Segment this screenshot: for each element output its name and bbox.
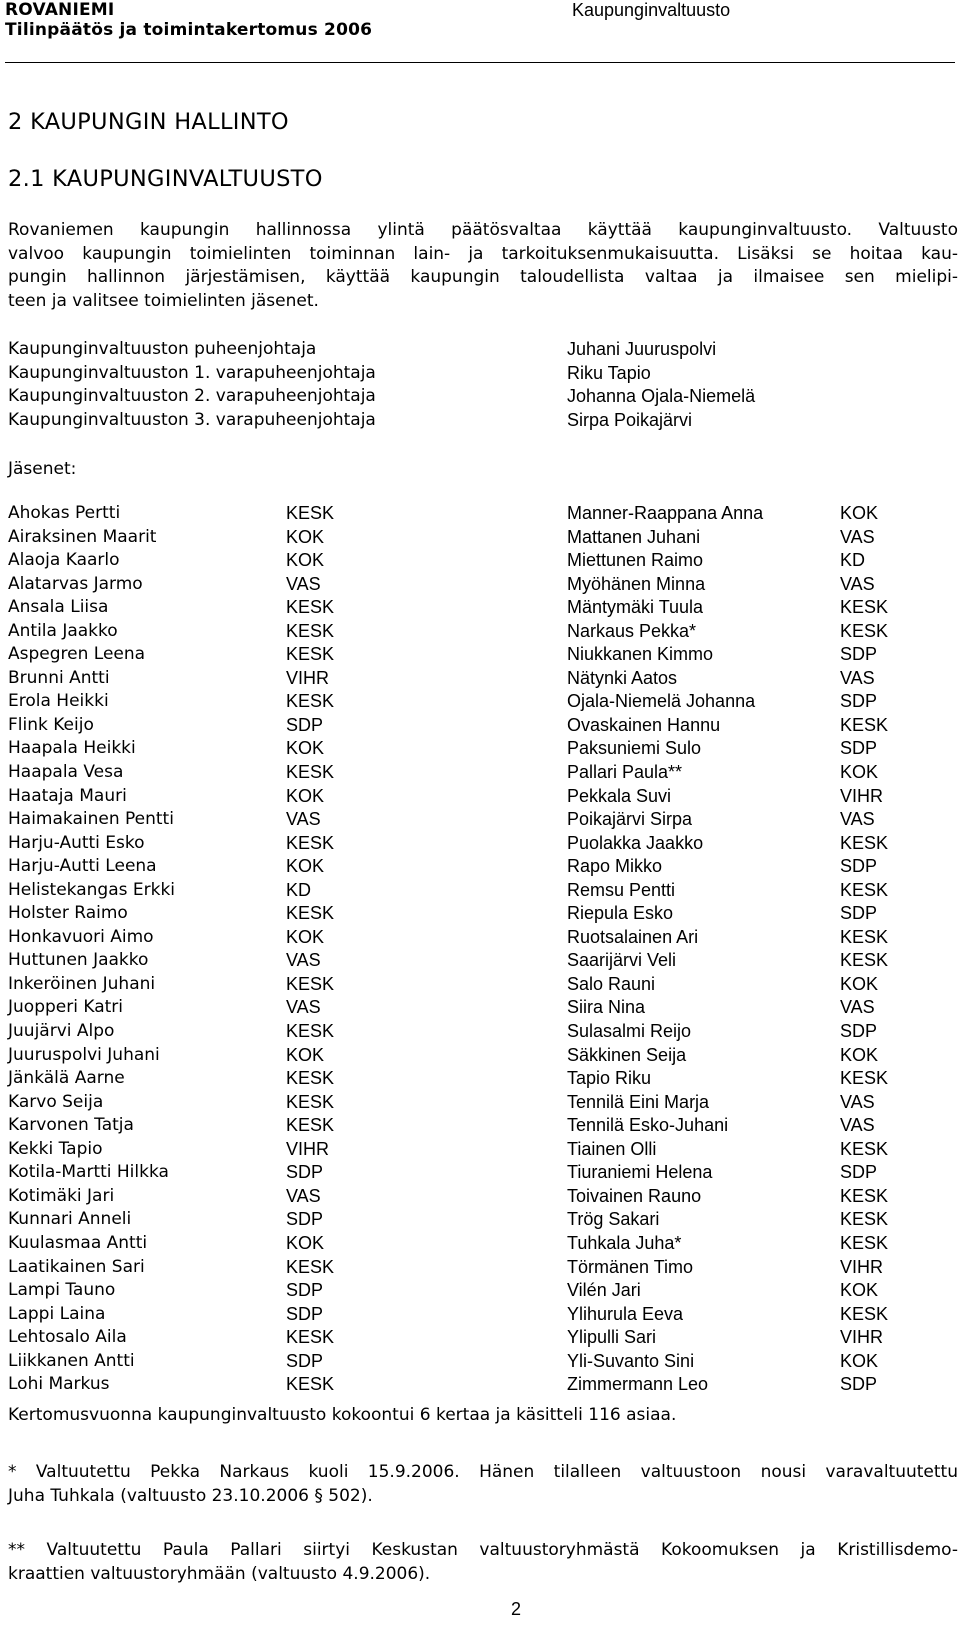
member-name-left: Liikkanen Antti [8,1350,135,1371]
meeting-summary: Kertomusvuonna kaupunginvaltuusto kokoontui 6 kertaa ja käsitteli 116 asiaa. [8,1405,677,1425]
member-party-left: KOK [286,738,325,759]
member-name-left: Juuruspolvi Juhani [8,1044,160,1065]
footnote-line: Juha Tuhkala (valtuusto 23.10.2006 § 502). [8,1486,373,1506]
member-party-right: KOK [840,503,879,523]
members-label: Jäsenet: [8,459,77,479]
officer-name: Sirpa Poikajärvi [567,409,693,430]
member-party-left: KESK [286,1256,335,1277]
member-name-right: Rapo Mikko [567,856,663,877]
officer-name: Juhani Juuruspolvi [567,339,717,359]
member-row [8,1326,948,1350]
member-party-right: VIHR [840,785,884,806]
member-row [8,1091,948,1115]
member-row [8,714,948,738]
member-party-right: KD [840,550,866,571]
member-party-right: KESK [840,1209,889,1230]
header-section-title: Kaupunginvaltuusto [572,0,731,20]
member-name-left: Holster Raimo [8,903,128,924]
member-party-left: KESK [286,503,335,523]
intro-line: teen ja valitsee toimielinten jäsenet. [8,290,319,311]
member-name-right: Riepula Esko [567,903,674,924]
member-row [8,879,948,903]
footnote-line: ** Valtuutettu Paula Pallari siirtyi Keskustan valtuustoryhmästä Kokoomuksen ja Kristillisdemo- [8,1540,958,1560]
member-row [8,1114,948,1138]
member-party-left: SDP [286,1280,324,1301]
member-name-right: Narkaus Pekka* [567,620,697,641]
member-party-left: KD [286,879,312,900]
member-row [8,1138,948,1162]
member-party-left: KESK [286,762,335,783]
member-row [8,620,948,644]
member-party-left: KOK [286,785,325,806]
intro-line: valvoo kaupungin toimielinten toiminnan lain- ja tarkoituksenmukaisuutta. Lisäksi se hoitaa kau- [8,243,958,264]
member-party-right: KESK [840,1185,889,1206]
member-row [8,596,948,620]
member-party-right: KESK [840,879,889,900]
member-party-right: VIHR [840,1256,884,1277]
footnote-narkaus [8,1460,958,1508]
page-header [5,0,955,63]
officer-row [8,362,908,386]
member-party-left: KOK [286,856,325,877]
member-name-right: Miettunen Raimo [567,550,704,571]
member-party-right: KOK [840,1350,879,1371]
member-party-left: KESK [286,620,335,641]
member-name-right: Remsu Pentti [567,879,676,900]
member-name-left: Lappi Laina [8,1303,106,1324]
member-name-left: Kuulasmaa Antti [8,1232,148,1253]
header-organization [5,0,372,40]
member-name-right: Pallari Paula** [567,762,683,783]
officer-row [8,409,908,433]
member-party-right: SDP [840,903,878,924]
footnote-pallari [8,1538,958,1586]
member-name-left: Inkeröinen Juhani [8,973,156,994]
member-name-right: Saarijärvi Veli [567,950,677,971]
member-name-right: Trög Sakari [567,1209,660,1230]
section-heading: 2.1 KAUPUNGINVALTUUSTO [8,166,323,192]
member-name-right: Tiuraniemi Helena [567,1162,713,1183]
member-party-left: KESK [286,1068,335,1089]
member-row [8,573,948,597]
member-party-left: KOK [286,550,325,571]
member-row [8,1208,948,1232]
member-name-right: Tiainen Olli [567,1138,657,1159]
member-name-right: Salo Rauni [567,973,656,994]
member-name-right: Säkkinen Seija [567,1044,687,1065]
member-row [8,1067,948,1091]
member-party-right: KESK [840,714,889,735]
member-row [8,855,948,879]
member-party-left: KESK [286,973,335,994]
officer-name: Johanna Ojala-Niemelä [567,386,756,406]
member-party-left: KOK [286,526,325,547]
member-row [8,1044,948,1068]
member-party-left: VIHR [286,667,330,688]
member-party-left: SDP [286,1162,324,1183]
member-name-left: Aspegren Leena [8,644,146,665]
member-party-left: KESK [286,1115,335,1136]
member-name-left: Lehtosalo Aila [8,1327,127,1348]
member-row [8,973,948,997]
officer-row [8,385,908,409]
member-party-right: SDP [840,691,878,712]
member-name-left: Kunnari Anneli [8,1209,132,1230]
member-party-right: VAS [840,526,875,547]
member-name-left: Ansala Liisa [8,597,109,618]
intro-paragraph [8,219,958,313]
member-row [8,1303,948,1327]
member-party-left: KOK [286,1044,325,1065]
member-name-right: Ojala-Niemelä Johanna [567,691,756,712]
member-row [8,761,948,785]
member-party-right: KOK [840,762,879,783]
officer-role: Kaupunginvaltuuston 1. varapuheenjohtaja [8,362,376,383]
member-party-left: KESK [286,903,335,924]
member-name-right: Paksuniemi Sulo [567,738,702,759]
member-row [8,667,948,691]
member-row [8,1161,948,1185]
member-name-left: Haimakainen Pentti [8,809,174,830]
member-row [8,926,948,950]
member-party-left: KESK [286,1374,335,1395]
member-row [8,549,948,573]
member-party-right: KESK [840,926,889,947]
member-party-right: VAS [840,667,875,688]
member-party-left: VAS [286,950,321,971]
member-party-left: KESK [286,691,335,712]
member-party-left: SDP [286,1303,324,1324]
member-row [8,1350,948,1374]
member-row [8,1185,948,1209]
council-officers [8,338,908,432]
member-name-right: Puolakka Jaakko [567,832,704,853]
member-party-right: VAS [840,997,875,1018]
member-name-right: Ruotsalainen Ari [567,926,699,947]
member-party-right: KESK [840,1138,889,1159]
member-name-right: Ovaskainen Hannu [567,714,721,735]
header-report-title: Tilinpäätös ja toimintakertomus 2006 [5,20,373,40]
header-org-name: ROVANIEMI [5,0,115,20]
member-party-right: KESK [840,1232,889,1253]
member-row [8,643,948,667]
member-name-right: Poikajärvi Sirpa [567,809,693,830]
member-party-left: VAS [286,809,321,830]
member-row [8,737,948,761]
member-row [8,1256,948,1280]
member-row [8,996,948,1020]
member-name-right: Yli-Suvanto Sini [567,1350,695,1371]
chapter-heading: 2 KAUPUNGIN HALLINTO [8,109,289,135]
member-name-right: Tennilä Eini Marja [567,1091,710,1112]
member-party-right: SDP [840,738,878,759]
member-row [8,1373,948,1397]
member-row [8,690,948,714]
member-name-left: Karvonen Tatja [8,1115,134,1136]
member-name-left: Haataja Mauri [8,785,127,806]
member-name-left: Honkavuori Aimo [8,926,154,947]
intro-line: pungin hallinnon järjestämisen, käyttää kaupungin taloudellista valtaa ja ilmaisee sen mielipi- [8,267,958,287]
intro-line: Rovaniemen kaupungin hallinnossa ylintä päätösvaltaa käyttää kaupunginvaltuusto. Valtuusto [8,220,958,240]
member-name-left: Lampi Tauno [8,1280,116,1301]
member-name-right: Niukkanen Kimmo [567,644,714,665]
member-party-right: KESK [840,620,889,641]
member-name-right: Mattanen Juhani [567,526,701,547]
member-name-left: Kotimäki Jari [8,1185,115,1206]
member-party-right: KESK [840,1303,889,1324]
member-party-right: VAS [840,1091,875,1112]
member-party-left: VAS [286,997,321,1018]
member-party-left: KESK [286,1091,335,1112]
member-name-right: Sulasalmi Reijo [567,1021,692,1042]
member-party-left: VAS [286,573,321,594]
member-name-right: Ylipulli Sari [567,1327,657,1348]
member-name-right: Mäntymäki Tuula [567,597,704,618]
member-name-left: Helistekangas Erkki [8,879,176,900]
member-party-left: VIHR [286,1138,330,1159]
member-name-right: Vilén Jari [567,1280,641,1301]
member-row [8,1279,948,1303]
member-row [8,502,948,526]
members-table [8,502,948,1397]
officer-role: Kaupunginvaltuuston puheenjohtaja [8,339,317,359]
member-party-right: SDP [840,856,878,877]
member-name-right: Tapio Riku [567,1068,652,1089]
member-name-left: Flink Keijo [8,714,94,735]
footnote-line: * Valtuutettu Pekka Narkaus kuoli 15.9.2006. Hänen tilalleen valtuustoon nousi varavaltuutettu [8,1462,958,1482]
member-name-right: Pekkala Suvi [567,785,672,806]
member-row [8,832,948,856]
page-number: 2 [511,1599,522,1619]
member-party-right: SDP [840,644,878,665]
member-name-left: Airaksinen Maarit [8,526,157,547]
officer-role: Kaupunginvaltuuston 3. varapuheenjohtaja [8,409,376,430]
member-name-left: Haapala Vesa [8,762,124,783]
footnote-line: kraattien valtuustoryhmään (valtuusto 4.9.2006). [8,1564,431,1584]
member-party-left: KESK [286,1327,335,1348]
member-party-right: VIHR [840,1327,884,1348]
member-name-left: Alatarvas Jarmo [8,573,143,594]
member-party-right: VAS [840,809,875,830]
member-name-right: Zimmermann Leo [567,1374,709,1395]
member-party-left: KOK [286,1232,325,1253]
member-name-right: Ylihurula Eeva [567,1303,684,1324]
member-name-right: Tennilä Esko-Juhani [567,1115,729,1136]
member-party-left: KESK [286,1021,335,1042]
member-party-left: KOK [286,926,325,947]
member-party-right: SDP [840,1021,878,1042]
member-name-left: Huttunen Jaakko [8,950,149,971]
member-name-right: Manner-Raappana Anna [567,503,764,523]
member-row [8,902,948,926]
member-name-right: Myöhänen Minna [567,573,706,594]
member-party-left: VAS [286,1185,321,1206]
member-name-right: Tuhkala Juha* [567,1232,682,1253]
member-party-right: KESK [840,950,889,971]
member-name-left: Juujärvi Alpo [8,1021,115,1042]
member-name-left: Ahokas Pertti [8,503,121,523]
member-name-left: Kekki Tapio [8,1138,103,1159]
member-party-left: KESK [286,597,335,618]
member-row [8,526,948,550]
member-name-left: Haapala Heikki [8,738,136,759]
member-party-right: KOK [840,973,879,994]
member-name-left: Brunni Antti [8,667,110,688]
member-party-right: VAS [840,1115,875,1136]
member-party-right: SDP [840,1162,878,1183]
member-party-right: SDP [840,1374,878,1395]
member-party-right: KOK [840,1044,879,1065]
member-party-right: KOK [840,1280,879,1301]
member-party-left: KESK [286,832,335,853]
officer-name: Riku Tapio [567,362,651,383]
member-name-right: Siira Nina [567,997,646,1018]
member-party-right: KESK [840,597,889,618]
member-name-left: Karvo Seija [8,1091,104,1112]
member-name-right: Nätynki Aatos [567,667,678,688]
member-party-right: VAS [840,573,875,594]
member-name-left: Jänkälä Aarne [8,1068,125,1089]
member-row [8,808,948,832]
member-name-left: Harju-Autti Leena [8,856,157,877]
member-name-left: Antila Jaakko [8,620,118,641]
member-name-left: Lohi Markus [8,1374,110,1395]
member-party-right: KESK [840,1068,889,1089]
member-name-left: Laatikainen Sari [8,1256,145,1277]
member-party-left: SDP [286,1209,324,1230]
member-party-left: KESK [286,644,335,665]
member-name-left: Harju-Autti Esko [8,832,145,853]
member-name-right: Toivainen Rauno [567,1185,702,1206]
member-name-left: Erola Heikki [8,691,109,712]
officer-row [8,338,908,362]
member-name-left: Juopperi Katri [8,997,123,1018]
member-party-right: KESK [840,832,889,853]
member-party-left: SDP [286,1350,324,1371]
member-party-left: SDP [286,714,324,735]
member-row [8,949,948,973]
officer-role: Kaupunginvaltuuston 2. varapuheenjohtaja [8,386,376,406]
member-name-left: Kotila-Martti Hilkka [8,1162,169,1183]
member-row [8,785,948,809]
member-row [8,1020,948,1044]
member-name-left: Alaoja Kaarlo [8,550,120,571]
member-name-right: Törmänen Timo [567,1256,694,1277]
member-row [8,1232,948,1256]
